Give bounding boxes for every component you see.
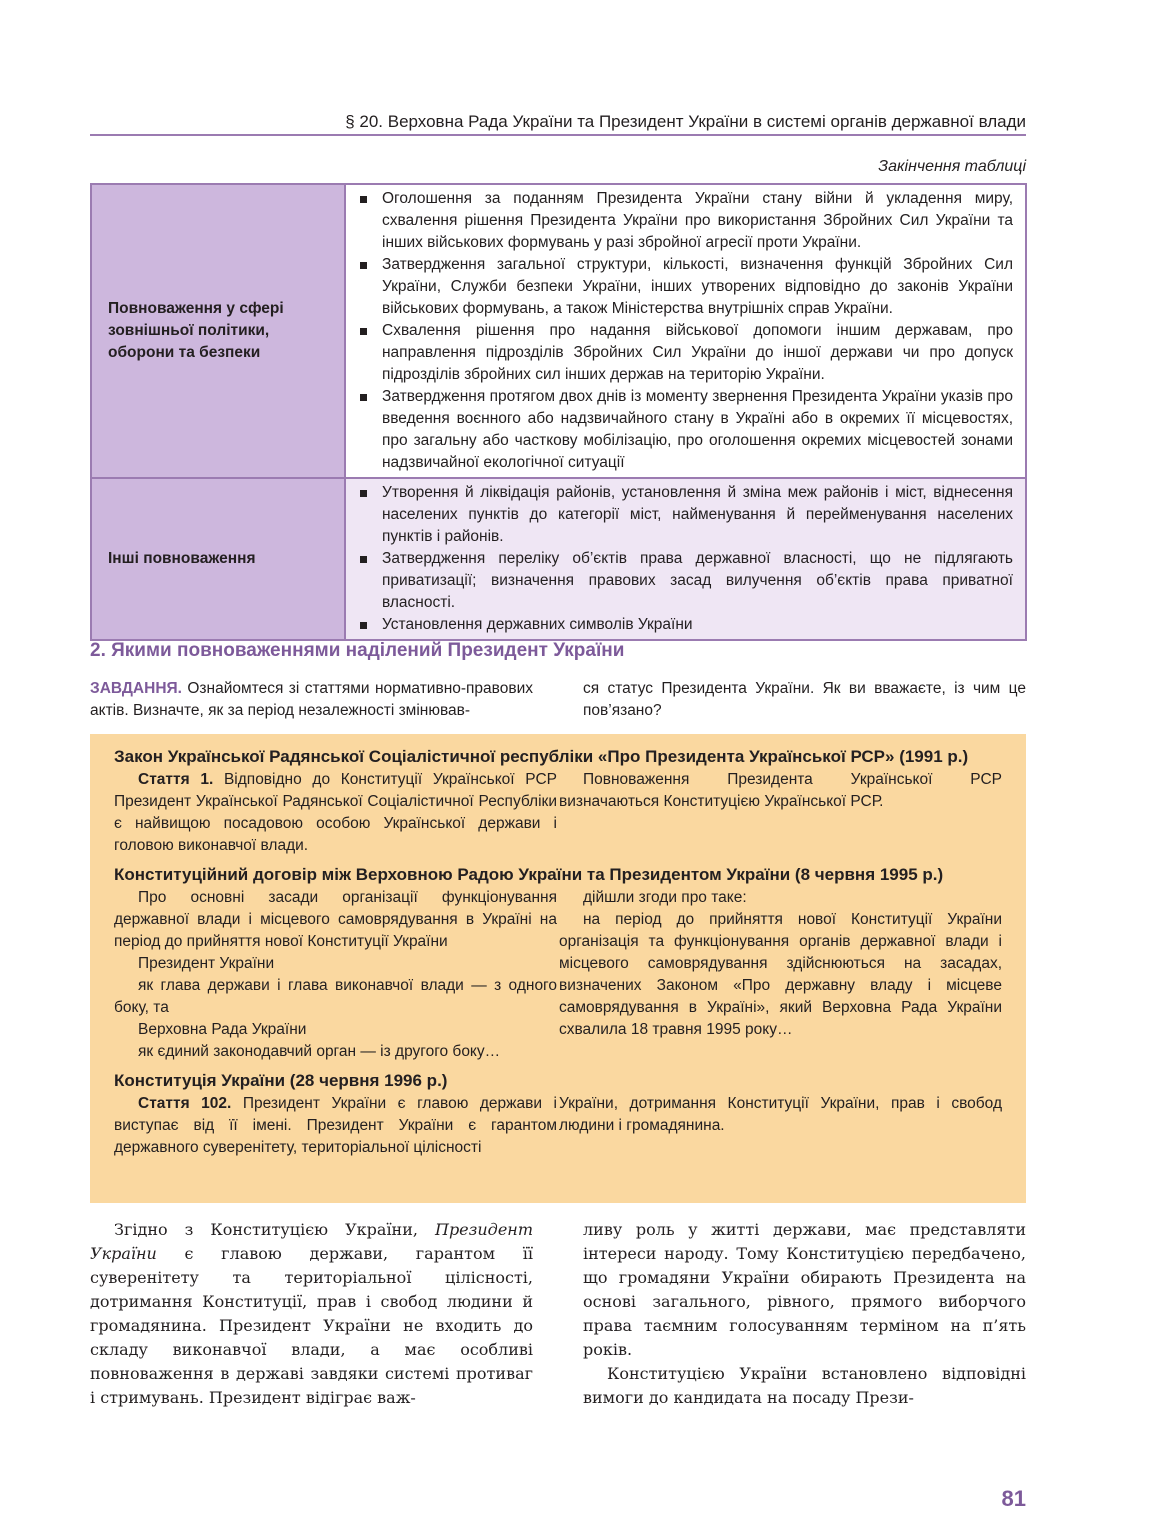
task-label: ЗАВДАННЯ.	[90, 680, 182, 697]
doc3-title: Конституція України (28 червня 1996 р.)	[114, 1071, 448, 1090]
row-content-defense	[345, 184, 1026, 478]
doc2-body	[114, 887, 1002, 1063]
doc2-right-p: на період до прийняття нової Конституції України організація та функціонування органів державної влади і місцевого самоврядування здійснюються на засадах, визначених Законом «Про державну владу і місцеве самоврядування в Україні», який Верховна Рада України схвалила 18 травня 1995 року…	[559, 911, 1002, 1038]
section-title: 2. Якими повноваженнями наділений Президент України	[90, 640, 625, 661]
doc1-left-text: Відповідно до Конституції Української РСР Президент Української Радянської Соціалістичної Республіки є найвищою посадовою особою Української держави і головою виконавчої влади.	[114, 771, 557, 854]
doc2-left-p: Верховна Рада України	[138, 1021, 307, 1038]
task-block	[90, 678, 1026, 722]
main-paragraph	[90, 1218, 533, 1410]
main-text-right	[583, 1218, 1026, 1410]
task-right: ся статус Президента України. Як ви вважаєте, із чим це пов’язано?	[583, 680, 1026, 719]
task-text-left: Ознайомтеся зі статтями нормативно-правових актів. Визначте, як за період незалежності змінював-	[90, 680, 533, 719]
doc1-body	[114, 769, 1002, 857]
list-item: Затвердження загальної структури, кількості, визначення функцій Збройних Сил України, Служби безпеки України, інших утворених відповідно до законів України військових формувань, а також Міністерства внутрішніх справ України.	[358, 254, 1013, 320]
powers-table	[90, 183, 1027, 641]
table-row	[91, 184, 1026, 478]
doc3-left-text: Президент України є главою держави і виступає від її імені. Президент України є гарантом державного суверенітету, територіальної цілісності	[114, 1095, 557, 1156]
doc3-right: України, дотримання Конституції України, прав і свобод людини і громадянина.	[559, 1095, 1002, 1134]
running-header: § 20. Верховна Рада України та Президент України в системі органів державної влади	[90, 110, 1026, 136]
list-item: Затвердження протягом двох днів із моменту звернення Президента України указів про введення воєнного або надзвичайного стану в Україні або в окремих її місцевостях, про загальну або часткову мобілізацію, про оголошення окремих місцевостей зонами надзвичайної екологічної ситуації	[358, 386, 1013, 474]
list-item: Оголошення за поданням Президента України стану війни й укладення миру, схвалення рішення Президента України про використання Збройних Сил України та інших військових формувань у разі збройної агресії проти України.	[358, 188, 1013, 254]
task-left	[90, 678, 533, 722]
doc2-left-p: Про основні засади організації функціонування державної влади і місцевого самоврядування в Україні на період до прийняття нової Конституції України	[114, 889, 557, 950]
doc1-right: Повноваження Президента Української РСР визначаються Конституцією Української РСР.	[559, 771, 1002, 810]
doc1-left	[114, 769, 557, 857]
page-number: 81	[1001, 1486, 1026, 1511]
doc2-left-p: Президент України	[138, 955, 275, 972]
list-item: Схвалення рішення про надання військової допомоги іншим державам, про направлення підрозділів Збройних Сил України до іншої держави чи про допуск підрозділів збройних сил інших держав на територію України.	[358, 320, 1013, 386]
main-text-left	[90, 1218, 533, 1410]
list-item: Утворення й ліквідація районів, установлення й зміна меж районів і міст, віднесення населених пунктів до категорії міст, найменування й перейменування населених пунктів і районів.	[358, 482, 1013, 548]
table-continuation-note: Закінчення таблиці	[878, 158, 1026, 175]
doc2-right-p: дійшли згоди про таке:	[583, 889, 747, 906]
doc2-right	[559, 887, 1002, 1063]
row-label-other: Інші повноваження	[91, 478, 345, 640]
main-text-start: Згідно з Конституцією України,	[114, 1220, 435, 1239]
main-paragraph: Конституцією України встановлено відповідні вимоги до кандидата на посаду Прези-	[583, 1364, 1026, 1407]
doc2-left-p: як глава держави і глава виконавчої влади — з одного боку, та	[114, 977, 557, 1016]
list-item: Установлення державних символів України	[358, 614, 1013, 636]
main-text	[90, 1218, 1026, 1410]
row-label-defense: Повноваження у сфері зовнішньої політики, оборони та безпеки	[91, 184, 345, 478]
table-row	[91, 478, 1026, 640]
doc2-left	[114, 887, 557, 1063]
term-president: Президент України	[90, 1220, 533, 1263]
documents-box	[90, 734, 1026, 1203]
doc1-title: Закон Української Радянської Соціалістичної республіки «Про Президента Української РСР» (1991 р.)	[114, 747, 969, 766]
main-paragraph: ливу роль у житті держави, має представляти інтереси народу. Тому Конституцією передбачено, що громадяни України обирають Президента на основі загального, рівного, прямого виборчого права таємним голосуванням терміном на п’ять років.	[583, 1220, 1026, 1359]
doc3-article: Стаття 102.	[138, 1095, 232, 1112]
doc3-left	[114, 1093, 557, 1159]
doc2-left-p: як єдиний законодавчий орган — із другого боку…	[138, 1043, 501, 1060]
doc2-title: Конституційний договір між Верховною Радою України та Президентом України (8 червня 1995 р.)	[114, 865, 944, 884]
main-text-rest: є главою держави, гарантом її суверенітету та територіальної цілісності, дотримання Конституції, прав і свобод людини й громадянина. Президент України не входить до складу виконавчої влади, а має особливі повноваження в державі завдяки системі противаг і стримувань. Президент відіграє важ-	[90, 1244, 533, 1407]
row-content-other	[345, 478, 1026, 640]
list-item: Затвердження переліку об’єктів права державної власності, що не підлягають приватизації; визначення правових засад вилучення об’єктів права приватної власності.	[358, 548, 1013, 614]
doc3-body	[114, 1093, 1002, 1159]
doc1-article: Стаття 1.	[138, 771, 214, 788]
